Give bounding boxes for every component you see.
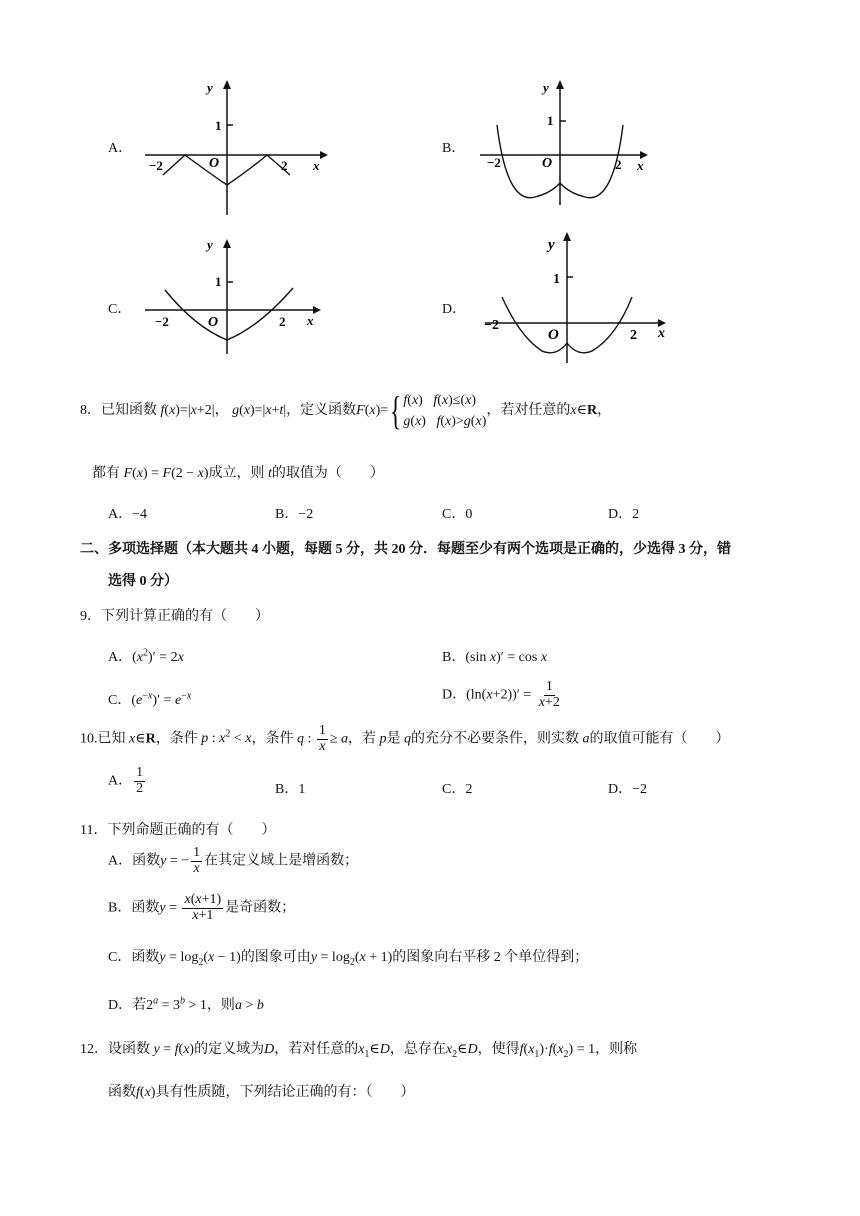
option-letter: B．: [442, 650, 466, 665]
graph-A: [135, 75, 335, 220]
q8-line2: 都有 F(x) = F(2 − x)成立，则 t的取值为（ ）: [92, 466, 384, 481]
q10-option-D[interactable]: D．−2: [608, 782, 648, 797]
q8-stem: 8．已知函数 f(x)=|x+2|， g(x)=|x+t|，定义函数F(x)={ f(x) f(x)≤(x) g(x) f(x)>g(x) ，若对任意的x∈R，: [80, 388, 612, 433]
option-letter: D．: [442, 687, 467, 703]
q10-option-B[interactable]: B．1: [275, 782, 306, 797]
q10-text: 已知: [97, 731, 126, 747]
section2-heading-cont: 选得 0 分）: [108, 574, 178, 589]
q12-text: 设函数: [108, 1042, 150, 1057]
q8-text: 的取值为（ ）: [271, 466, 384, 481]
graph-C-label: C．: [108, 302, 132, 317]
q12-text: 具有性质随，下列结论正确的有：（ ）: [155, 1085, 415, 1100]
option-text: B．函数: [108, 900, 160, 916]
q8-var: t: [268, 466, 272, 481]
origin-label: O: [209, 156, 220, 171]
q8-option-C[interactable]: C．0: [442, 507, 473, 522]
origin-label: O: [548, 327, 559, 343]
option-text: ，则: [206, 998, 235, 1013]
origin-label: O: [208, 315, 219, 330]
q8-option-B[interactable]: B．−2: [275, 507, 314, 522]
q10-text: ，条件: [251, 731, 294, 747]
q10-text: ，若: [348, 731, 377, 747]
q12-text: ，总存在: [389, 1042, 446, 1057]
q10-option-C[interactable]: C．2: [442, 782, 473, 797]
q11-option-B[interactable]: B．函数y = $\frac{x(x+1)}{x+1}$ 是奇函数；: [108, 892, 296, 923]
q8-text: 成立，则: [208, 466, 265, 481]
q8-option-D[interactable]: D．2: [608, 507, 640, 522]
section2-heading: 二、多项选择题（本大题共 4 小题，每题 5 分，共 20 分．每题至少有两个选项是正确的，少选得 3 分，错: [80, 542, 731, 557]
q8-number: 8．: [80, 403, 101, 419]
q9-option-D[interactable]: D．(ln(x+2))′ = $\frac{1}{x+2}$: [442, 679, 560, 710]
option-letter: C．: [108, 693, 132, 708]
q12-text: 的定义域为: [194, 1042, 265, 1057]
q9-option-B[interactable]: B．(sin x)′ = cos x: [442, 650, 548, 665]
y-axis-label: y: [548, 237, 555, 253]
option-text: A．函数: [108, 853, 161, 869]
option-text: C．函数: [108, 950, 160, 965]
tick-1: 1: [215, 274, 222, 289]
graph-D: [480, 225, 680, 365]
q8-comma: ，: [214, 403, 229, 419]
q12-line2: 函数f(x)具有性质随，下列结论正确的有：（ ）: [108, 1085, 415, 1100]
q10-var: a: [582, 731, 590, 747]
q10-text: 是: [386, 731, 401, 747]
tick-1: 1: [215, 118, 222, 133]
option-text: D．若: [108, 998, 147, 1013]
graph-A-label: A．: [108, 141, 133, 156]
q12-text: ，使得: [477, 1042, 520, 1057]
q10-text: 的取值可能有（ ）: [589, 731, 730, 747]
option-text: 在其定义域上是增函数；: [204, 853, 359, 869]
q10-var: q: [404, 731, 412, 747]
q8-comma: ，: [597, 403, 612, 419]
x-axis-label: x: [658, 326, 665, 341]
q10-text: 的充分不必要条件，则实数: [411, 731, 580, 747]
option-text: 的图象可由: [240, 950, 311, 965]
q12-var: D: [264, 1042, 275, 1057]
q9-stem: 9．下列计算正确的有（ ）: [80, 609, 269, 624]
q10-stem: 10.已知 x∈R，条件 p : $x^2 < x$，条件 q : $\frac{1}{x}$ ≥ a，若 p是 q的充分不必要条件，则实数 a的取值可能有（ ）: [80, 723, 730, 754]
q12-text: ，则称: [595, 1042, 638, 1057]
q10-number: 10.: [80, 731, 98, 747]
tick-2: 2: [279, 314, 286, 329]
q10-var: p: [379, 731, 387, 747]
tick-neg2: −2: [487, 155, 501, 170]
q11-option-D[interactable]: D．若$2^a = 3^b > 1$，则a > b: [108, 995, 264, 1013]
tick-2: 2: [615, 157, 622, 172]
option-letter: A．: [108, 650, 133, 665]
graph-B-label: B．: [442, 141, 466, 156]
tick-neg2: −2: [149, 158, 163, 173]
q8-text: 都有: [92, 466, 120, 481]
x-axis-label: x: [313, 158, 320, 173]
q11-option-A[interactable]: A．函数y = − $\frac{1}{x}$ 在其定义域上是增函数；: [108, 845, 359, 876]
y-axis-label: y: [543, 80, 549, 95]
q12-text: 函数: [108, 1085, 136, 1100]
tick-neg2: −2: [155, 314, 169, 329]
q8-text: 已知函数: [101, 403, 157, 419]
tick-neg2: −2: [484, 318, 499, 333]
graph-D-label: D．: [442, 302, 467, 317]
q10-option-A[interactable]: A． $\frac{1}{2}$: [108, 765, 144, 796]
option-text: 的图象向右平移 2 个单位得到；: [392, 950, 589, 965]
q9-option-C[interactable]: C．$(e^{-x})' = e^{-x}$: [108, 690, 192, 708]
tick-1: 1: [553, 272, 560, 287]
q10-text: ，条件: [155, 731, 198, 747]
q8-text: ，定义函数: [286, 403, 357, 419]
q12-text: ，若对任意的: [274, 1042, 359, 1057]
x-axis-label: x: [307, 313, 314, 328]
tick-2: 2: [281, 158, 288, 173]
q12-number: 12．: [80, 1042, 108, 1057]
x-axis-label: x: [637, 158, 644, 173]
option-text: 是奇函数；: [225, 900, 296, 916]
y-axis-label: y: [207, 237, 213, 252]
q9-option-A[interactable]: A．$(x^2)' = 2x$: [108, 647, 184, 665]
q12-stem: 12．设函数 y = f(x)的定义域为D，若对任意的$x_1\in D$，总存在$x_2\in D$，使得$f(x_1)\cdot f(x_2) = 1$，则称: [80, 1042, 638, 1060]
tick-2: 2: [630, 328, 637, 343]
q8-text: ，若对任意的: [486, 403, 571, 419]
graph-C: [135, 232, 335, 357]
tick-1: 1: [547, 113, 554, 128]
graph-B: [475, 75, 675, 210]
origin-label: O: [542, 156, 553, 171]
q11-stem: 11．下列命题正确的有（ ）: [80, 823, 276, 838]
q11-option-C[interactable]: C．函数$y = \log_2(x - 1)$的图象可由$y = \log_2(x + 1)$的图象向右平移 2 个单位得到；: [108, 950, 589, 968]
option-letter: A．: [108, 773, 133, 789]
y-axis-label: y: [207, 80, 213, 95]
q8-option-A[interactable]: A．−4: [108, 507, 148, 522]
